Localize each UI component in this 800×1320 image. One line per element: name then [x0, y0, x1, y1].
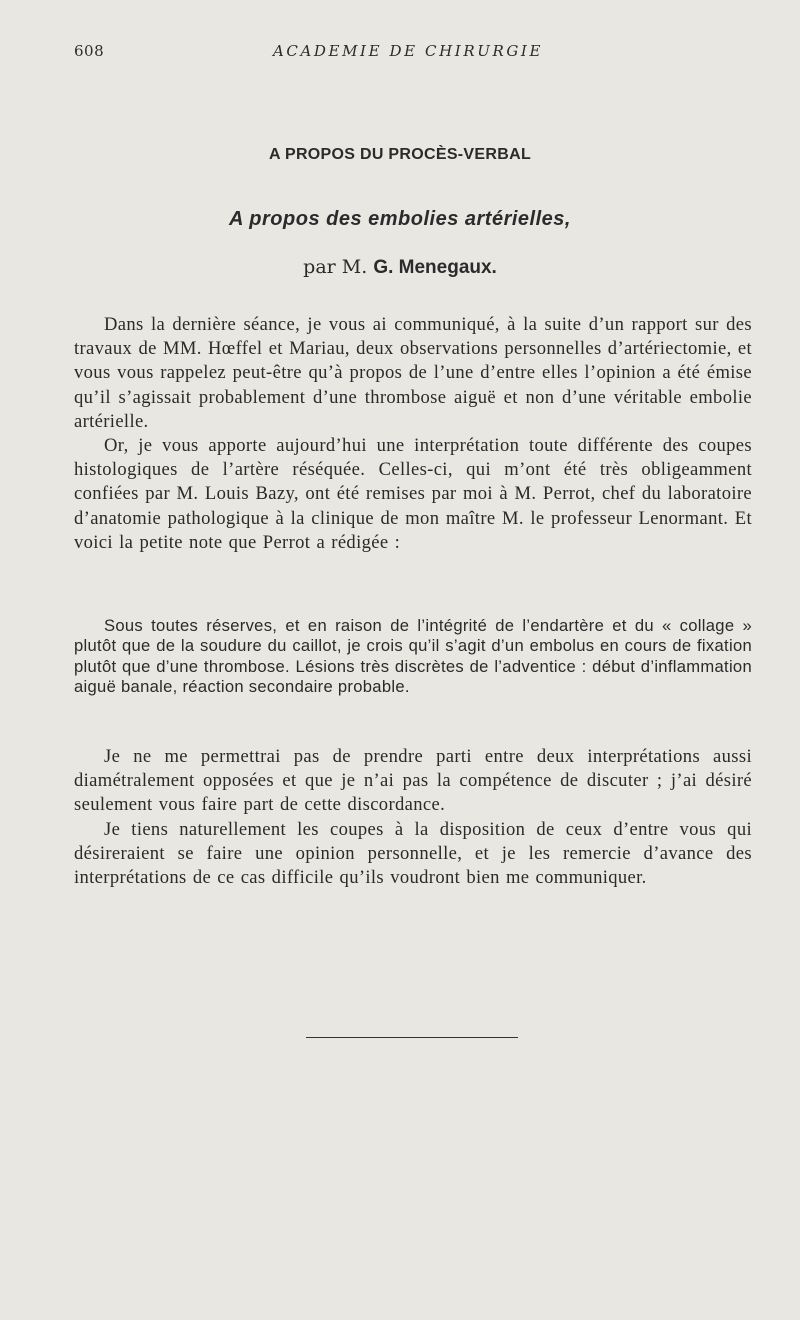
byline	[0, 256, 800, 279]
byline-prefix: par M.	[303, 256, 368, 278]
paragraph: Or, je vous apporte aujourd’hui une interprétation toute différente des coupes histologiques de l’artère réséquée. Celles-ci, qui m’ont été très obligeamment confiées par M. Louis Bazy, ont été remises par moi à M. Perrot, chef du laboratoire d’anatomie pathologique à la clinique de mon maître M. le professeur Lenormant. Et voici la petite note que Perrot a rédigée :	[74, 435, 752, 553]
running-title: ACADEMIE DE CHIRURGIE	[272, 42, 544, 60]
page-number: 608	[74, 42, 105, 60]
page-header	[74, 42, 742, 64]
body-text-after-quote	[74, 745, 752, 890]
paragraph: Je ne me permettrai pas de prendre parti entre deux interprétations aussi diamétralement opposées et que je n’ai pas la compétence de discuter ; j’ai désiré seulement vous faire part de cette discordance.	[74, 746, 752, 816]
paragraph: Je tiens naturellement les coupes à la disposition de ceux d’entre vous qui désireraient se faire une opinion personnelle, et je les remercie d’avance des interprétations de ce cas difficile qu’ils voudront bien me communiquer.	[74, 818, 752, 889]
quote-paragraph: Sous toutes réserves, et en raison de l’intégrité de l’endartère et du « collage » plutôt que de la soudure du caillot, je crois qu’il s’agit d’un embolus en cours de fixation plutôt que d’une thrombose. Lésions très discrètes de l’adventice : début d’inflammation aiguë banale, réaction secondaire probable.	[74, 616, 752, 697]
quoted-note	[74, 616, 752, 698]
article-title: A propos des embolies artérielles,	[229, 208, 571, 230]
end-rule	[306, 1037, 518, 1038]
paragraph: Dans la dernière séance, je vous ai communiqué, à la suite d’un rapport sur des travaux de MM. Hœffel et Mariau, deux observations personnelles d’artériectomie, et vous vous rappelez peut-être qu’à propos de l’une d’entre elles l’opinion a été émise qu’il s’agissait probablement d’une thrombose aiguë et non d’une véritable embolie artérielle.	[74, 314, 752, 432]
author-name: G. Menegaux.	[373, 257, 497, 278]
body-text-before-quote	[74, 313, 752, 555]
section-title: A PROPOS DU PROCÈS-VERBAL	[268, 146, 532, 163]
